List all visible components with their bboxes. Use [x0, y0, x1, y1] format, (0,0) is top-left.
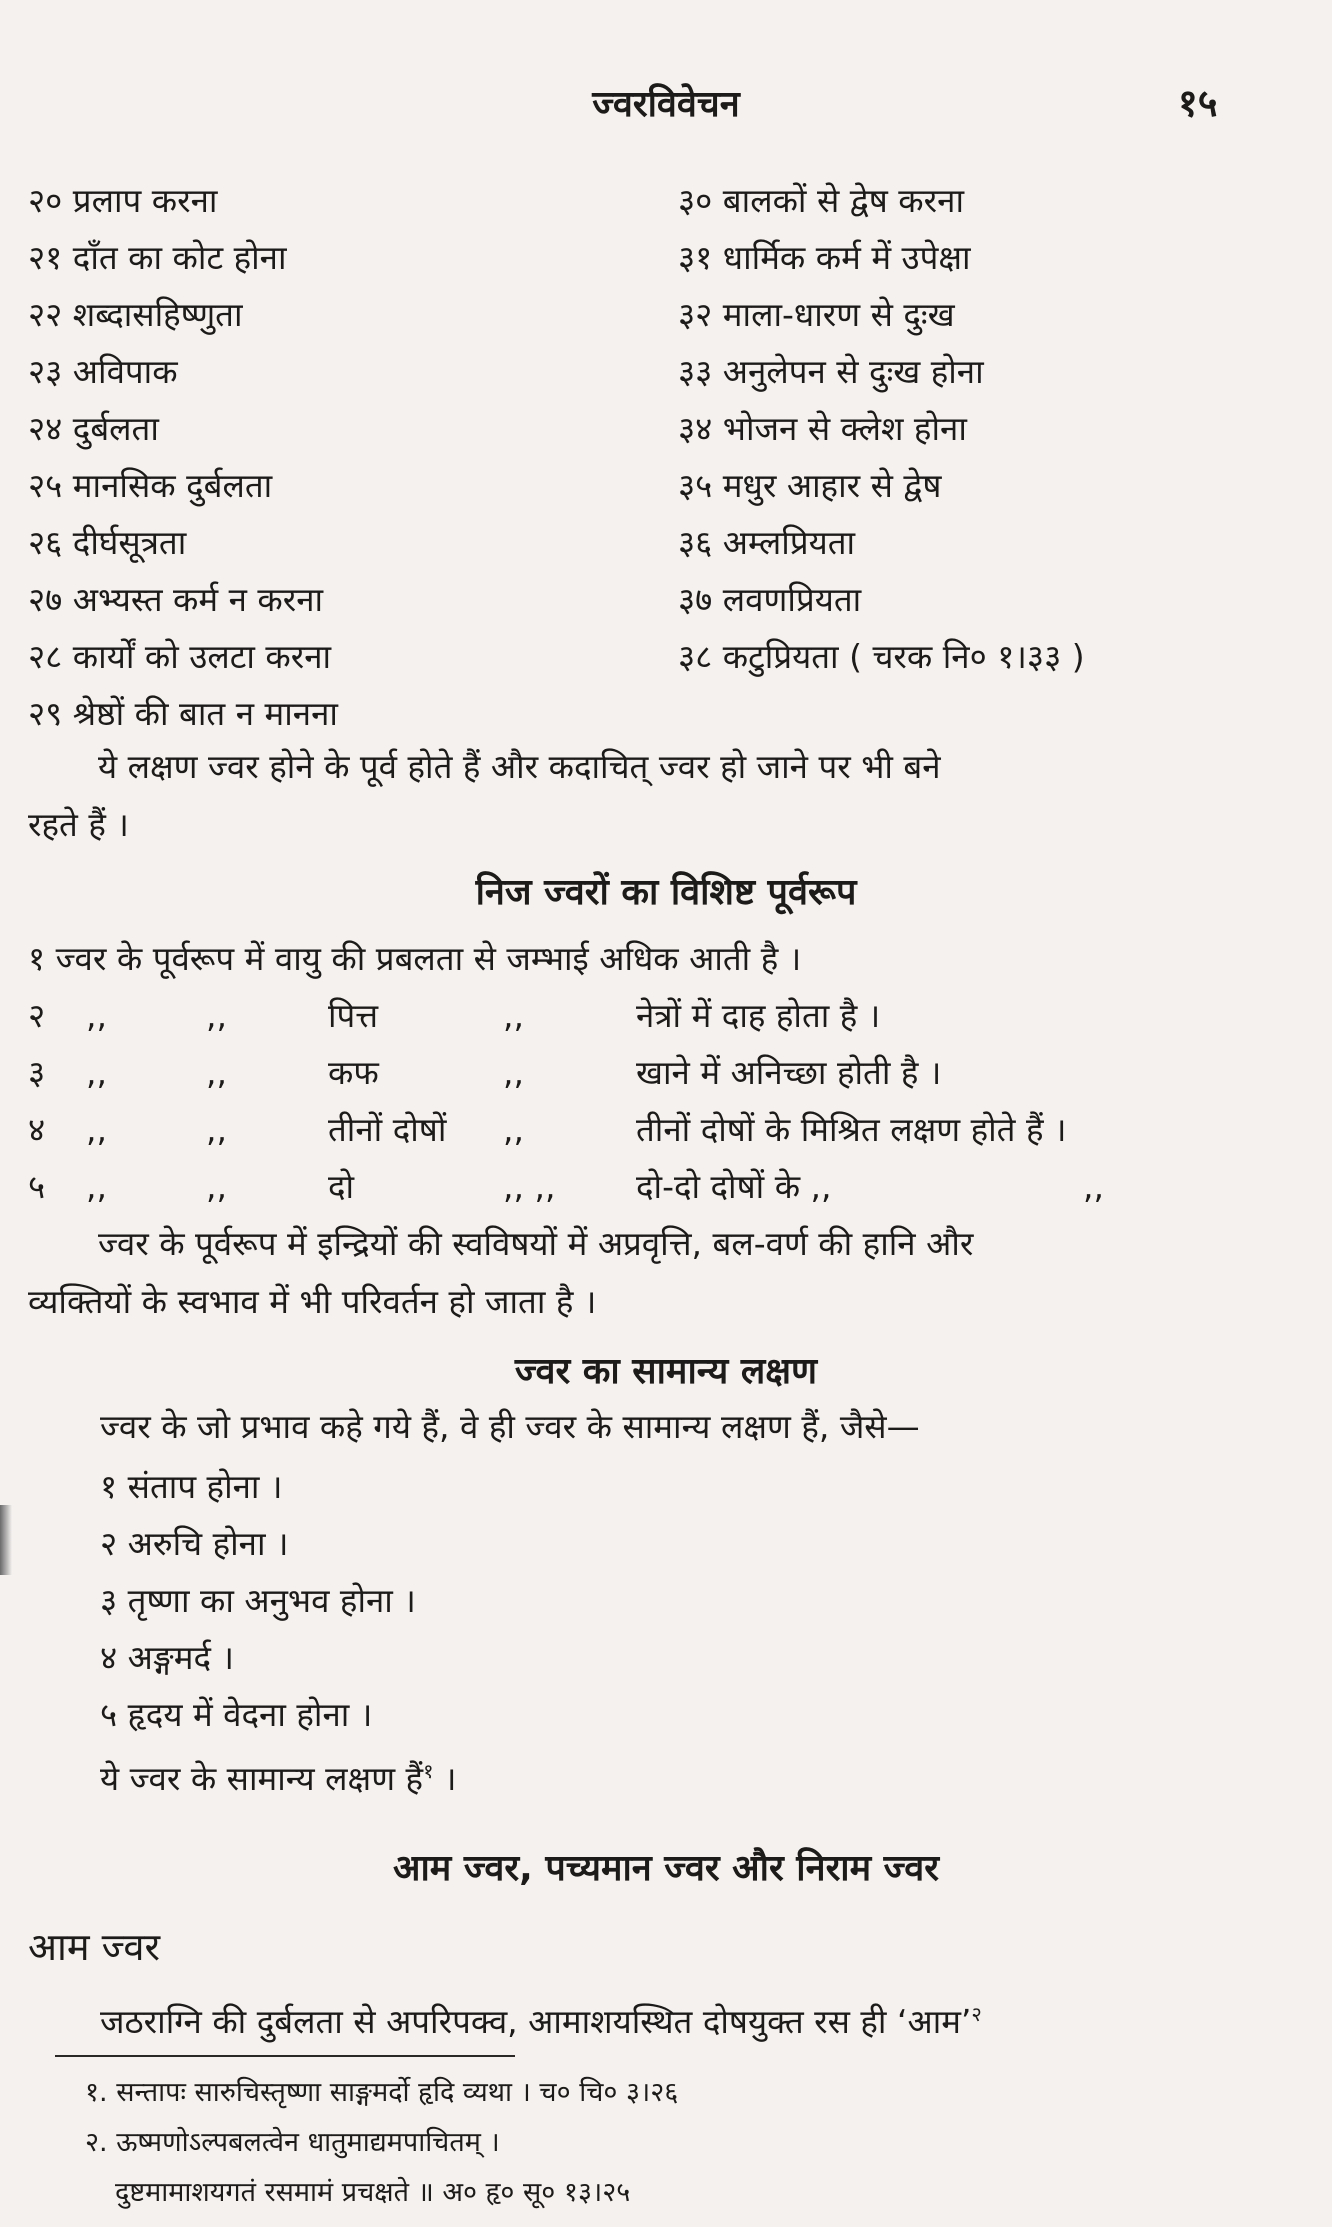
intro-paragraph [28, 738, 1268, 854]
dosha-name: दो [328, 1167, 355, 1206]
subheading-am-jwar: आम ज्वर [28, 1925, 161, 1969]
symptom-row [28, 343, 1278, 400]
symptom-row [28, 514, 1278, 571]
symptom-item: २६ दीर्घसूत्रता [28, 523, 187, 562]
ditto-mark: ,, [503, 1110, 524, 1149]
binding-shadow [0, 1505, 12, 1575]
symptom-item: २७ अभ्यस्त कर्म न करना [28, 580, 324, 619]
footnote: २. ऊष्मणोऽल्पबलत्वेन धातुमाद्यमपाचितम् । [85, 2127, 500, 2158]
symptom-row [28, 685, 1278, 742]
ditto-mark: ,, [206, 996, 227, 1035]
symptom-item: ३२ माला-धारण से दुःख [678, 295, 955, 334]
symptom-item: ३७ लवणप्रियता [678, 580, 862, 619]
footnote-ref: १ [423, 1759, 434, 1783]
ditto-mark: ,, [206, 1110, 227, 1149]
paragraph-line: रहते हैं । [28, 805, 129, 844]
list-item: ५ हृदय में वेदना होना । [100, 1695, 373, 1734]
symptom-row [28, 229, 1278, 286]
ditto-mark: ,, [503, 1053, 524, 1092]
row-number: ५ [28, 1167, 46, 1206]
ditto-mark: ,, [86, 996, 107, 1035]
nij-purvarupa-table [28, 930, 1278, 1215]
ditto-mark: ,, ,, [503, 1167, 556, 1206]
closing-line [100, 1743, 1280, 1800]
symptom-item: २३ अविपाक [28, 352, 178, 391]
symptom-item: २१ दाँत का कोट होना [28, 238, 287, 277]
nij-row [28, 1101, 1278, 1158]
footnote: १. सन्तापः सारुचिस्तृष्णा साङ्गमर्दो हृदि व्यथा । च० चि० ३।२६ [85, 2077, 679, 2108]
nij-row [28, 1158, 1278, 1215]
footnote-ref: २ [971, 2002, 982, 2026]
nij-row [28, 1044, 1278, 1101]
footnotes [85, 2068, 1235, 2218]
section-heading-samanya: ज्वर का सामान्य लक्षण [514, 1351, 818, 1392]
paragraph-line: ये लक्षण ज्वर होने के पूर्व होते हैं और कदाचित् ज्वर हो जाने पर भी बने [98, 747, 941, 786]
nij-row [28, 987, 1278, 1044]
ditto-mark: ,, [503, 996, 524, 1035]
effect-text: दो-दो दोषों के ,, [636, 1167, 832, 1206]
list-item: २ अरुचि होना । [100, 1524, 289, 1563]
symptom-item: ३८ कटुप्रियता ( चरक नि० १।३३ ) [678, 637, 1085, 676]
list-item: १ संताप होना । [100, 1467, 283, 1506]
effect-text: तीनों दोषों के मिश्रित लक्षण होते हैं । [636, 1110, 1067, 1149]
symptom-item: २० प्रलाप करना [28, 181, 218, 220]
symptom-item: २२ शब्दासहिष्णुता [28, 295, 243, 334]
row-number: २ [28, 996, 46, 1035]
list-item: ३ तृष्णा का अनुभव होना । [100, 1581, 416, 1620]
symptom-item: ३५ मधुर आहार से द्वेष [678, 466, 942, 505]
footnote-continuation: दुष्टमामाशयगतं रसमामं प्रचक्षते ॥ अ० हृ० सू० १३।२५ [115, 2177, 631, 2208]
paragraph-line: ज्वर के जो प्रभाव कहे गये हैं, वे ही ज्वर के सामान्य लक्षण हैं, जैसे— [100, 1407, 920, 1446]
ditto-mark: ,, [206, 1167, 227, 1206]
footnote-rule [55, 2055, 515, 2057]
effect-text: खाने में अनिच्छा होती है । [636, 1053, 942, 1092]
symptom-row [28, 628, 1278, 685]
symptom-row [28, 571, 1278, 628]
paragraph-line: जठराग्नि की दुर्बलता से अपरिपक्व, आमाशयस्थित दोषयुक्त रस ही ‘आम’ [100, 2002, 972, 2041]
ditto-mark: ,, [206, 1053, 227, 1092]
symptom-item: २८ कार्यों को उलटा करना [28, 637, 332, 676]
symptom-item: २५ मानसिक दुर्बलता [28, 466, 273, 505]
running-title: ज्वरविवेचन [592, 84, 740, 125]
list-item: ४ अङ्गमर्द । [100, 1638, 235, 1677]
dosha-name: पित्त [328, 996, 379, 1035]
dosha-name: कफ [328, 1053, 379, 1092]
symptom-row [28, 286, 1278, 343]
am-paragraph [100, 1985, 982, 2051]
ditto-mark: ,, [86, 1110, 107, 1149]
samanya-intro [100, 1398, 1280, 1456]
samanya-lakshan-list [100, 1458, 1280, 1800]
effect-text: नेत्रों में दाह होता है । [636, 996, 881, 1035]
row-number: ४ [28, 1110, 46, 1149]
paragraph-line: ज्वर के पूर्वरूप में इन्द्रियों की स्वविषयों में अप्रवृत्ति, बल-वर्ण की हानि और [98, 1224, 974, 1263]
section-heading-nij: निज ज्वरों का विशिष्ट पूर्वरूप [475, 872, 857, 913]
ditto-mark: ,, [1083, 1167, 1104, 1206]
ditto-mark: ,, [86, 1053, 107, 1092]
closing-text: ये ज्वर के सामान्य लक्षण हैं [100, 1759, 424, 1798]
section-heading-am: आम ज्वर, पच्यमान ज्वर और निराम ज्वर [392, 1848, 940, 1889]
closing-end: । [433, 1759, 457, 1798]
purvarupa-paragraph [28, 1215, 1268, 1331]
dosha-name: तीनों दोषों [328, 1110, 447, 1149]
symptom-item: ३६ अम्लप्रियता [678, 523, 856, 562]
symptom-item: २९ श्रेष्ठों की बात न मानना [28, 694, 338, 733]
symptom-row [28, 400, 1278, 457]
symptom-item: ३४ भोजन से क्लेश होना [678, 409, 967, 448]
symptom-list [28, 172, 1278, 742]
nij-row: १ ज्वर के पूर्वरूप में वायु की प्रबलता से जम्भाई अधिक आती है । [28, 939, 802, 978]
symptom-item [678, 685, 1278, 742]
symptom-item: ३१ धार्मिक कर्म में उपेक्षा [678, 238, 971, 277]
ditto-mark: ,, [86, 1167, 107, 1206]
symptom-row [28, 172, 1278, 229]
symptom-item: ३० बालकों से द्वेष करना [678, 181, 964, 220]
symptom-item: २४ दुर्बलता [28, 409, 159, 448]
page-number: १५ [1178, 81, 1218, 125]
symptom-item: ३३ अनुलेपन से दुःख होना [678, 352, 984, 391]
row-number: ३ [28, 1053, 46, 1092]
symptom-row [28, 457, 1278, 514]
paragraph-line: व्यक्तियों के स्वभाव में भी परिवर्तन हो जाता है । [28, 1282, 597, 1321]
